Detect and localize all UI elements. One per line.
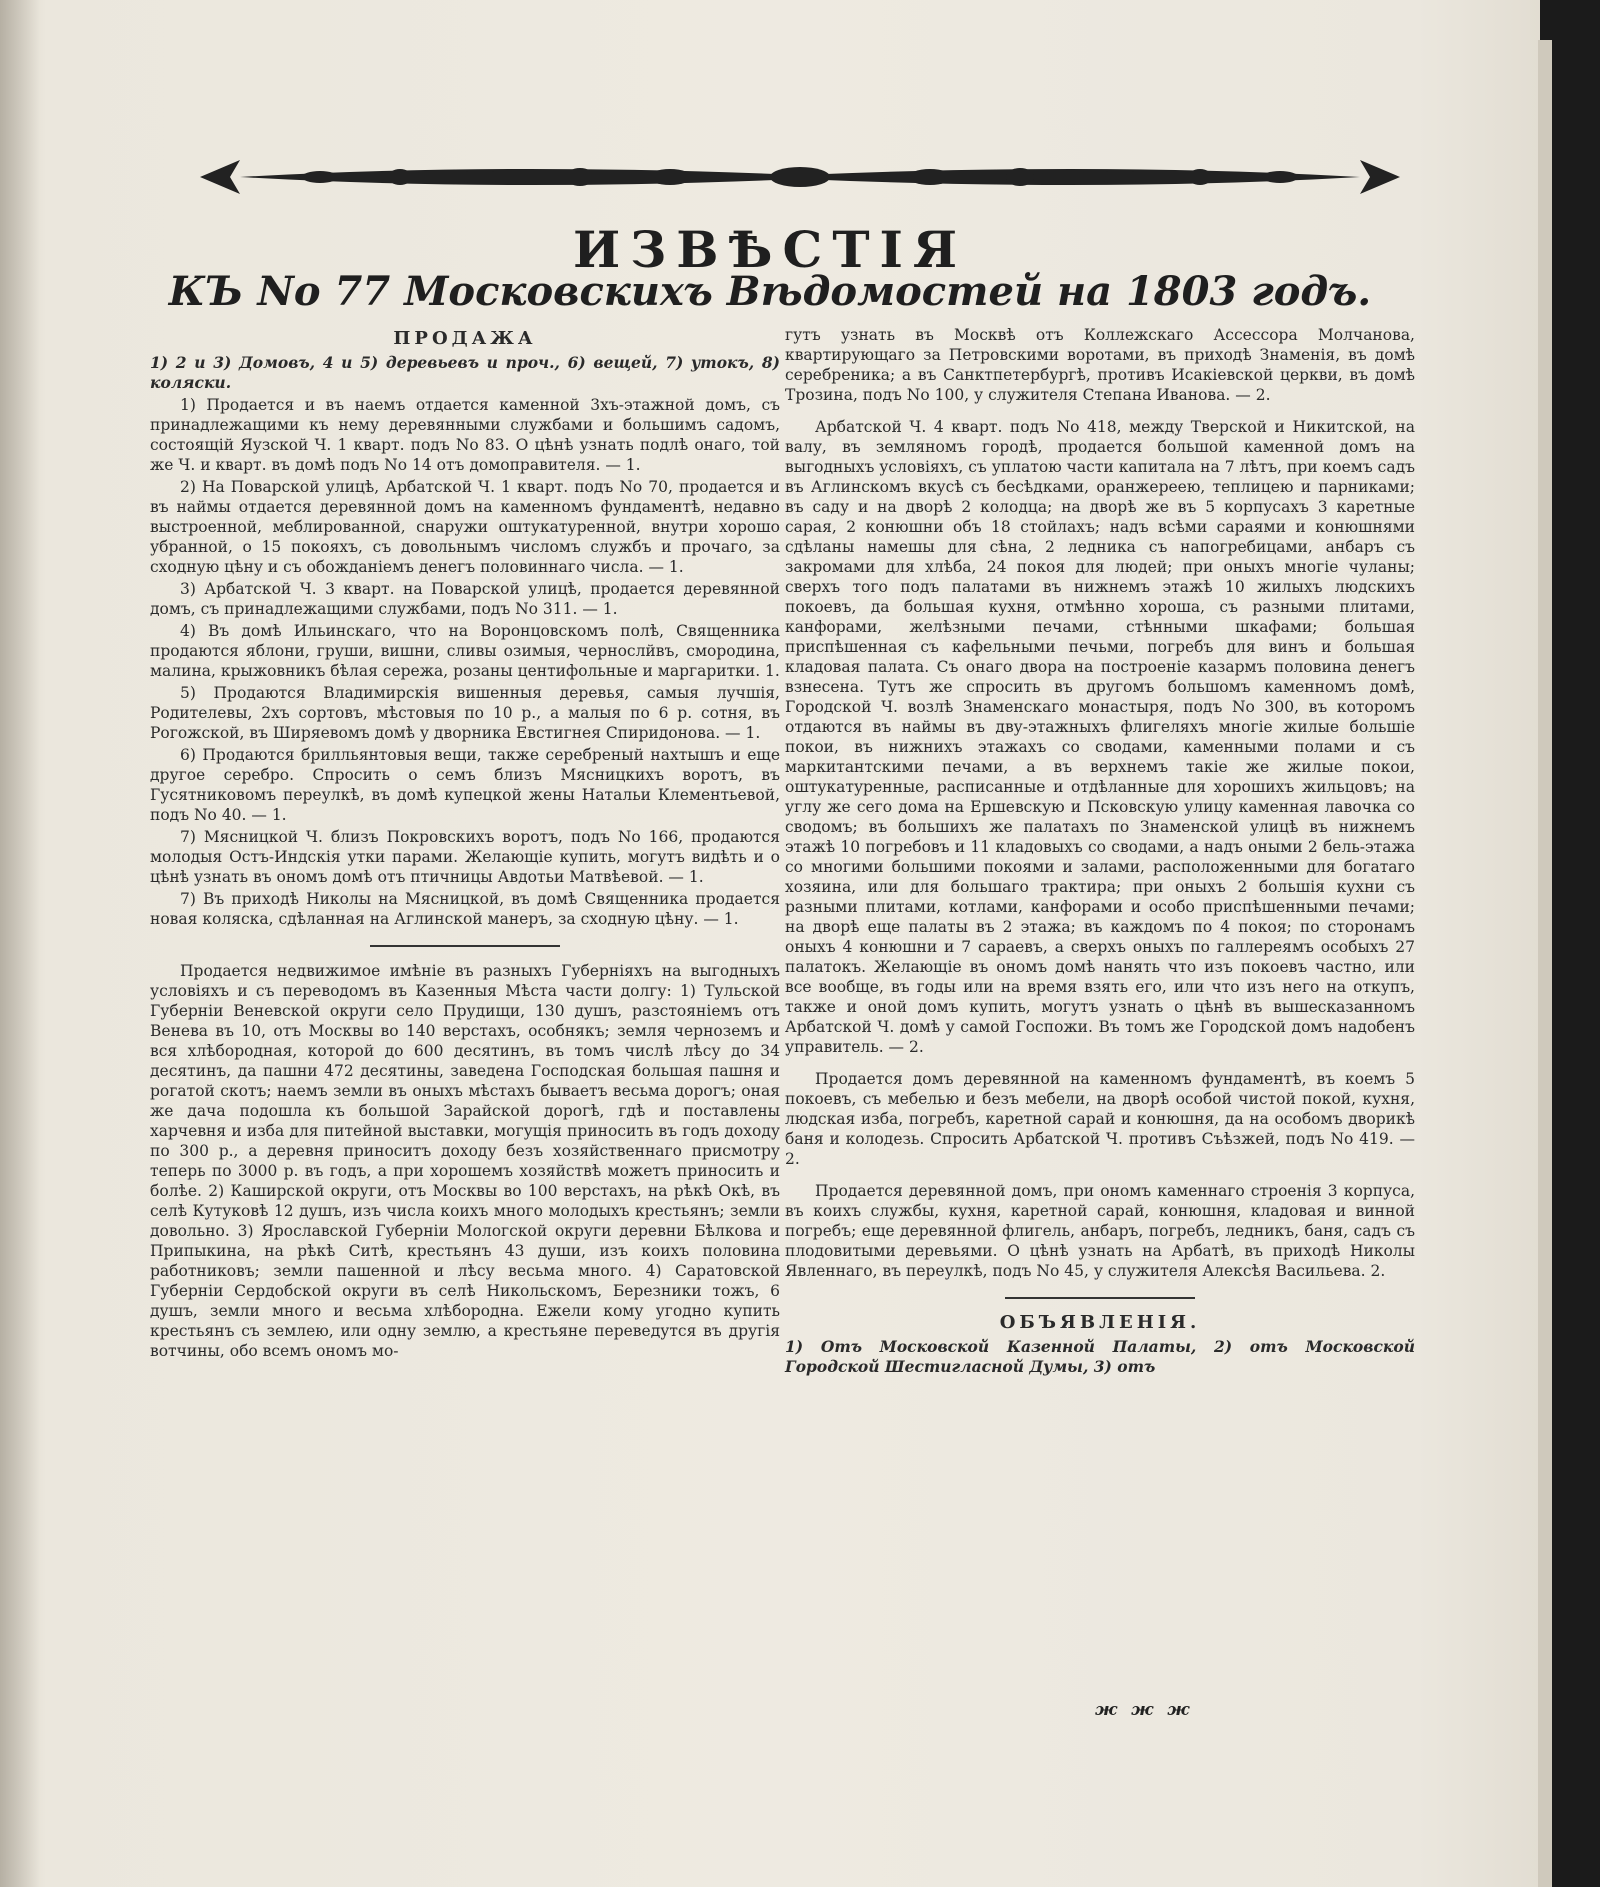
- page-title: ИЗВѢСТІЯ: [572, 220, 968, 279]
- section-rule: [370, 945, 560, 947]
- spacer: [785, 407, 1415, 417]
- sale-item: 4) Въ домѣ Ильинскаго, что на Воронцовскомъ полѣ, Священника продаются яблони, груши, вишни, сливы озимыя, чернослйвъ, смородина, малина, крыжовникъ бѣлая сережа, розаны центифольные и маргаритки. 1.: [150, 622, 780, 680]
- sale-item: 5) Продаются Владимирскія вишенныя деревья, самыя лучшія, Родителевы, 2хъ сортовъ, мѣстовыя по 10 р., а малыя по 6 р. сотня, въ Рогожской, въ Ширяевомъ домѣ у дворника Евстигнея Спиридонова. — 1.: [150, 684, 780, 742]
- section-title-announcements: ОБЪЯВЛЕНІЯ.: [999, 1312, 1201, 1333]
- sale-item: 6) Продаются брилльянтовыя вещи, также серебреный нахтышъ и еще другое серебро. Спросить о семъ близъ Мясницкихъ воротъ, въ Гусятниковомъ переулкѣ, въ домѣ купецкой жены Натальи Клементьевой, подъ No 40. — 1.: [150, 746, 780, 824]
- catchword: ж ж ж: [1095, 1700, 1194, 1720]
- estate-notice: Продается недвижимое имѣніе въ разныхъ Губерніяхъ на выгодныхъ условіяхъ и съ переводомъ въ Казенныя Мѣста части долгу: 1) Тульской Губерніи Веневской округи село Прудищи, 130 душъ, разстояніемъ отъ Венева въ 10, отъ Москвы во 140 верстахъ, особнякъ; земля черноземъ и вся хлѣбородная, которой до 600 десятинъ, въ томъ числѣ лѣсу до 34 десятинъ, да пашни 472 десятины, заведена Господская большая пашня и рогатой скотъ; наемъ земли въ оныхъ мѣстахъ бываетъ весьма дорогъ; оная же дача подошла къ большой Зарайской дорогѣ, гдѣ и поставлены харчевня и изба для питейной выставки, могущія приносить въ годъ доходу по 300 р., а деревня приноситъ доходу безъ хозяйственнаго присмотру теперь по 3000 р. въ годъ, а при хорошемъ хозяйствѣ можетъ приносить и болѣе. 2) Каширской округи, отъ Москвы во 100 верстахъ, на рѣкѣ Окѣ, въ селѣ Кутуковѣ 12 душъ, изъ числа коихъ много молодыхъ крестьянъ; земли довольно. 3) Ярославской Губерніи Мологской округи деревни Бѣлкова и Припыкина, на рѣкѣ Ситѣ, крестьянъ 43 души, изъ коихъ половина работниковъ; земли пашенной и лѣсу весьма много. 4) Саратовской Губерніи Сердобской округи въ селѣ Никольскомъ, Березники тожъ, 6 душъ, земли много и весьма хлѣбородна. Ежели кому угодно купить крестьянъ съ землею, или одну землю, а крестьяне переведутся въ другія вотчины, обо всемъ ономъ мо-: [150, 962, 780, 1360]
- sale-topics: 1) 2 и 3) Домовъ, 4 и 5) деревьевъ и проч., 6) вещей, 7) утокъ, 8) коляски.: [150, 353, 780, 392]
- spacer: [785, 1059, 1415, 1069]
- spacer: [785, 1171, 1415, 1181]
- announcement-topics: 1) Отъ Московской Казенной Палаты, 2) отъ Московской Городской Шестигласной Думы, 3) отъ: [785, 1337, 1415, 1376]
- sale-item: 7) Мясницкой Ч. близъ Покровскихъ воротъ, подъ No 166, продаются молодыя Остъ-Индскія утки парами. Желающіе купить, могутъ видѣть и о цѣнѣ узнать въ ономъ домѣ отъ птичницы Авдотьи Матвѣевой. — 1.: [150, 828, 780, 886]
- sale-item: 1) Продается и въ наемъ отдается каменной 3хъ-этажной домъ, съ принадлежащими къ нему деревянными службами и большимъ садомъ, состоящій Яузской Ч. 1 кварт. подъ No 83. О цѣнѣ узнать подлѣ онаго, той же Ч. и кварт. въ домѣ подъ No 14 отъ домоправителя. — 1.: [150, 396, 780, 474]
- section-rule: [1005, 1297, 1195, 1299]
- house-notice: Продается деревянной домъ, при ономъ каменнаго строенія 3 корпуса, въ коихъ службы, кухня, каретной сарай, конюшня, кладовая и винной погребъ; еще деревянной флигель, анбаръ, погребъ, ледникъ, баня, садъ съ плодовитыми деревьями. О цѣнѣ узнать на Арбатѣ, въ приходѣ Николы Явленнаго, въ переулкѣ, подъ No 45, у служителя Алексѣя Васильева. 2.: [785, 1182, 1415, 1280]
- sale-item: 2) На Поварской улицѣ, Арбатской Ч. 1 кварт. подъ No 70, продается и въ наймы отдается деревянной домъ на каменномъ фундаментѣ, недавно выстроенной, меблированной, снаружи оштукатуренной, внутри хорошо убранной, о 15 покояхъ, съ довольнымъ числомъ службъ и прочаго, за сходную цѣну и съ обожданіемъ денегъ половиннаго числа. — 1.: [150, 478, 780, 576]
- page-edge: [1538, 40, 1552, 1887]
- sale-item: 3) Арбатской Ч. 3 кварт. на Поварской улицѣ, продается деревянной домъ, съ принадлежащими службами, подъ No 311. — 1.: [150, 580, 780, 618]
- ornamental-divider: [200, 152, 1400, 202]
- left-column: [150, 325, 780, 1363]
- section-title-sale: ПРОДАЖА: [393, 328, 537, 349]
- sale-item: 7) Въ приходѣ Николы на Мясницкой, въ домѣ Священника продается новая коляска, сдѣланная на Аглинской манеръ, за сходную цѣну. — 1.: [150, 890, 780, 928]
- house-notice: Продается домъ деревянной на каменномъ фундаментѣ, въ коемъ 5 покоевъ, съ мебелью и безъ мебели, на дворѣ особой чистой покой, кухня, людская изба, погребъ, каретной сарай и конюшня, да на особомъ дворикѣ баня и колодезь. Спросить Арбатской Ч. противъ Съѣзжей, подъ No 419. — 2.: [785, 1070, 1415, 1168]
- right-column: [785, 325, 1415, 1379]
- arbat-notice: Арбатской Ч. 4 кварт. подъ No 418, между Тверской и Никитской, на валу, въ земляномъ городѣ, продается большой каменной домъ на выгодныхъ условіяхъ, съ уплатою части капитала на 7 лѣтъ, при коемъ садъ въ Аглинскомъ вкусѣ съ бесѣдками, оранжереею, теплицею и парниками; въ саду и на дворѣ 2 колодца; на дворѣ же въ 5 корпусахъ 3 каретные сарая, 2 конюшни объ 18 стойлахъ; надъ всѣми сараями и конюшнями сдѣланы намешы для сѣна, 2 ледника съ напогребицами, анбаръ съ закромами для хлѣба, 24 покоя для людей; при оныхъ многіе чуланы; сверхъ того подъ палатами въ нижнемъ этажѣ 10 жилыхъ людскихъ покоевъ, да большая кухня, отмѣнно хороша, съ разными плитами, канфорами, желѣзными печами, стѣнными шкафами; большая приспѣшенная съ кафельными печьми, погребъ для винъ и большая кладовая палата. Съ онаго двора на построеніе казармъ половина денегъ взнесена. Тутъ же спросить въ другомъ большомъ каменномъ домѣ, Городской Ч. возлѣ Знаменскаго монастыря, подъ No 300, въ которомъ отдаются въ наймы въ дву-этажныхъ флигеляхъ многіе жилые большіе покои, въ нижнихъ этажахъ со сводами, каменными полами и съ маркитантскими печами, а въ верхнемъ такіе же жилые покои, оштукатуренные, расписанные и отдѣланные для хорошихъ жильцовъ; на углу же сего дома на Ершевскую и Псковскую улицу каменная лавочка со сводомъ; въ большихъ же палатахъ по Знаменской улицѣ въ нижнемъ этажѣ 10 погребовъ и 11 кладовыхъ со сводами, а надъ оными 2 бель-этажа со многими большими покоями и залами, расположенными для богатаго хозяина, или для большаго трактира; при оныхъ 2 большія кухни съ разными плитами, котлами, канфорами и особо приспѣшенными печами; на дворѣ еще палаты въ 2 этажа; въ каждомъ по 4 покоя; по сторонамъ оныхъ 4 конюшни и 7 сараевъ, а сверхъ оныхъ по галлереямъ особыхъ 27 палатокъ. Желающіе въ ономъ домѣ нанять что изъ покоевъ частно, или все вообще, въ годы или на время взять его, или что изъ него на откупъ, также и оной домъ купить, могутъ узнать о цѣнѣ въ вышесказанномъ Арбатской Ч. домѣ у самой Госпожи. Въ томъ же Городской домъ надобенъ управитель. — 2.: [785, 418, 1415, 1056]
- continuation-text: гутъ узнать въ Москвѣ отъ Коллежскаго Ассессора Молчанова, квартирующаго за Петровскими воротами, въ приходѣ Знаменія, въ домѣ серебреника; а въ Санктпетербургѣ, противъ Исакіевской церкви, въ домѣ Трозина, подъ No 100, у служителя Степана Иванова. — 2.: [785, 326, 1415, 404]
- page-subtitle: КЪ No 77 Московскихъ Вѣдомостей на 1803 годъ.: [168, 268, 1372, 315]
